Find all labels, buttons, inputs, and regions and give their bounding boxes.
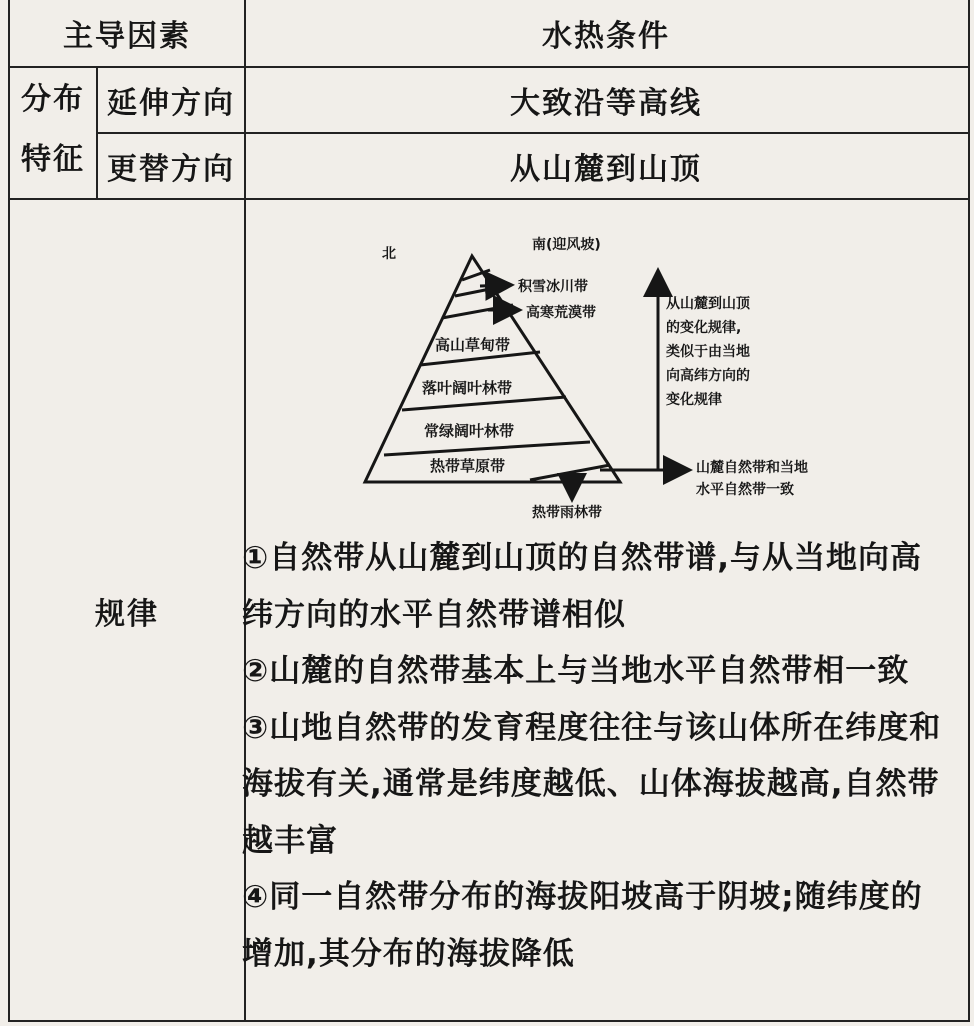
zone-label-alpine-desert: 高寒荒漠带 bbox=[526, 305, 596, 321]
distribution-label-line1: 分布 bbox=[21, 82, 85, 117]
replacement-direction-label: 更替方向 bbox=[107, 152, 235, 187]
rules-list bbox=[242, 530, 954, 982]
zone-label-tropical-rainforest: 热带雨林带 bbox=[532, 505, 602, 521]
rule-item: ④同一自然带分布的海拔阳坡高于阴坡;随纬度的增加,其分布的海拔降低 bbox=[242, 879, 923, 972]
zone-label-tropical-savanna: 热带草原带 bbox=[430, 457, 506, 475]
vertical-note-line: 类似于由当地 bbox=[666, 344, 750, 360]
foot-note-line: 山麓自然带和当地 bbox=[696, 460, 808, 476]
rule-label: 规律 bbox=[95, 597, 159, 632]
zone-boundary bbox=[455, 287, 500, 296]
zone-boundary bbox=[530, 465, 610, 480]
foot-note-line: 水平自然带一致 bbox=[696, 482, 794, 498]
rule-item: ①自然带从山麓到山顶的自然带谱,与从当地向高纬方向的水平自然带谱相似 bbox=[242, 540, 923, 633]
vertical-note-line: 向高纬方向的 bbox=[666, 368, 750, 384]
rule-item: ③山地自然带的发育程度往往与该山体所在纬度和海拔有关,通常是纬度越低、山体海拔越高,自然带越丰富 bbox=[242, 709, 942, 859]
extension-direction-label: 延伸方向 bbox=[107, 86, 235, 121]
zone-label-alpine-meadow: 高山草甸带 bbox=[435, 336, 511, 354]
distribution-label-line2: 特征 bbox=[21, 142, 85, 177]
header-dominant-factor: 主导因素 bbox=[63, 19, 191, 54]
vertical-note-line: 的变化规律, bbox=[666, 320, 742, 336]
zone-label-deciduous-forest: 落叶阔叶林带 bbox=[422, 379, 513, 397]
vertical-zonation-diagram bbox=[340, 228, 900, 528]
zone-boundary bbox=[402, 397, 566, 410]
replacement-direction-value: 从山麓到山顶 bbox=[510, 152, 702, 187]
zone-label-evergreen-forest: 常绿阔叶林带 bbox=[424, 422, 515, 440]
zone-boundary bbox=[384, 442, 590, 455]
south-label: 南(迎风坡) bbox=[532, 237, 601, 253]
north-label: 北 bbox=[382, 246, 396, 262]
zone-label-snow-glacier: 积雪冰川带 bbox=[518, 279, 588, 295]
distribution-features-label bbox=[10, 70, 96, 190]
vertical-note-line: 变化规律 bbox=[666, 392, 722, 408]
header-hydrothermal-conditions: 水热条件 bbox=[542, 19, 670, 54]
extension-direction-value: 大致沿等高线 bbox=[510, 86, 702, 121]
rule-item: ②山麓的自然带基本上与当地水平自然带相一致 bbox=[242, 653, 910, 689]
vertical-note-line: 从山麓到山顶 bbox=[666, 296, 750, 312]
arrow-snow-glacier bbox=[480, 285, 512, 286]
